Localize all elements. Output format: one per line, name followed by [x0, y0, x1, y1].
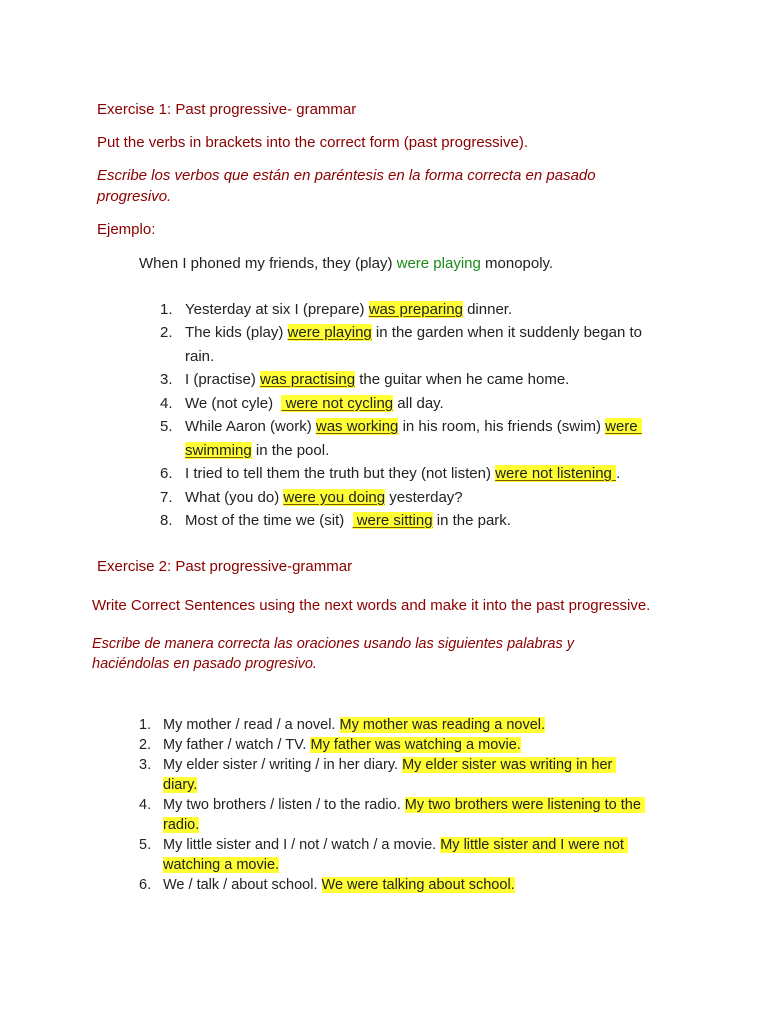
item-rest: .: [616, 465, 621, 482]
item-number: 4.: [160, 395, 173, 412]
item-answer: were you doing: [283, 489, 386, 506]
item-rest: in the pool.: [251, 441, 330, 459]
item-number: 6.: [139, 877, 152, 893]
item-answer: was preparing: [368, 301, 463, 318]
example-before: When I phoned my friends, they (play): [139, 255, 397, 272]
exercise1-item-5: [160, 415, 660, 462]
exercise2-item-2: [139, 735, 659, 755]
exercise1-item-6: [160, 462, 660, 486]
item-number: 7.: [160, 489, 173, 506]
exercise1-item-3: [160, 368, 660, 392]
item-prompt: My mother / read / a novel.: [163, 717, 340, 733]
item-answer: My elder sister was writing in her diary.: [163, 757, 617, 793]
item-number: 8.: [160, 512, 173, 529]
item-number: 3.: [139, 757, 152, 773]
exercise2-item-4: [139, 795, 659, 835]
item-prompt: We / talk / about school.: [163, 877, 322, 893]
exercise2-item-5: [139, 835, 659, 875]
item-prompt: Yesterday at six I (prepare): [185, 301, 369, 318]
exercise1-item-7: [160, 486, 660, 510]
exercise1-item-8: [160, 509, 660, 533]
item-prompt: Most of the time we (sit): [185, 512, 353, 529]
item-answer: My little sister and I were not watching a movie.: [163, 837, 628, 873]
item-prompt: My father / watch / TV.: [163, 737, 311, 753]
exercise1-item-4: [160, 392, 660, 416]
exercise2-instruction-es: Escribe de manera correcta las oraciones usando las siguientes palabras y haciéndolas en pasado progresivo.: [92, 636, 574, 672]
example-sentence: [139, 253, 553, 274]
item-answer: were sitting: [352, 512, 433, 529]
item-answer: were not listening: [495, 465, 617, 482]
exercise2-item-1: [139, 715, 659, 735]
exercise1-item-2: [160, 321, 660, 368]
item-prompt: The kids (play): [185, 324, 288, 341]
item-rest: yesterday?: [385, 489, 463, 506]
item-middle: in his room, his friends (swim): [398, 418, 606, 435]
item-prompt: While Aaron (work): [185, 418, 316, 435]
item-number: 3.: [160, 371, 173, 388]
item-prompt: I (practise): [185, 371, 261, 388]
item-answer: We were talking about school.: [321, 877, 515, 893]
item-answer: were not cycling: [281, 395, 394, 412]
item-number: 6.: [160, 465, 173, 482]
item-number: 1.: [160, 301, 173, 318]
item-prompt: What (you do): [185, 489, 284, 506]
item-prompt: My elder sister / writing / in her diary.: [163, 757, 403, 773]
exercise1-instruction-en: Put the verbs in brackets into the correct form (past progressive).: [97, 134, 529, 151]
example-after: monopoly.: [480, 255, 554, 272]
item-answer: were playing: [287, 324, 372, 341]
exercise2-title: Exercise 2: Past progressive-grammar: [97, 558, 353, 575]
item-number: 2.: [160, 324, 173, 341]
item-answer: My father was watching a movie.: [310, 737, 521, 753]
example-label: Ejemplo:: [97, 221, 156, 238]
item-rest: all day.: [393, 395, 444, 412]
item-prompt: I tried to tell them the truth but they (not listen): [185, 465, 496, 482]
item-answer: was working: [315, 418, 399, 435]
item-number: 2.: [139, 737, 152, 753]
item-number: 5.: [139, 837, 152, 853]
item-number: 1.: [139, 717, 152, 733]
item-answer-2: were swimming: [185, 418, 642, 459]
example-answer: were playing: [396, 255, 481, 272]
exercise2-item-6: [139, 875, 659, 895]
exercise1-instruction-es: Escribe los verbos que están en paréntesis en la forma correcta en pasado progresivo.: [97, 167, 596, 205]
item-rest: the guitar when he came home.: [355, 371, 570, 388]
item-rest: dinner.: [462, 301, 513, 318]
item-prompt: We (not cyle): [185, 395, 282, 412]
exercise2-item-3: [139, 755, 659, 795]
item-rest: in the park.: [432, 512, 511, 529]
exercise1-title: Exercise 1: Past progressive- grammar: [97, 101, 357, 118]
exercise1-item-1: [160, 298, 660, 322]
exercise2-instruction-en: Write Correct Sentences using the next words and make it into the past progressive.: [92, 597, 651, 614]
item-prompt: My two brothers / listen / to the radio.: [163, 797, 405, 813]
item-rest: in the garden when it suddenly began to rain.: [185, 324, 647, 365]
item-number: 4.: [139, 797, 152, 813]
item-prompt: My little sister and I / not / watch / a movie.: [163, 837, 441, 853]
item-answer: My mother was reading a novel.: [339, 717, 546, 733]
item-number: 5.: [160, 418, 173, 435]
item-answer: My two brothers were listening to the radio.: [163, 797, 645, 833]
item-answer: was practising: [260, 371, 356, 388]
